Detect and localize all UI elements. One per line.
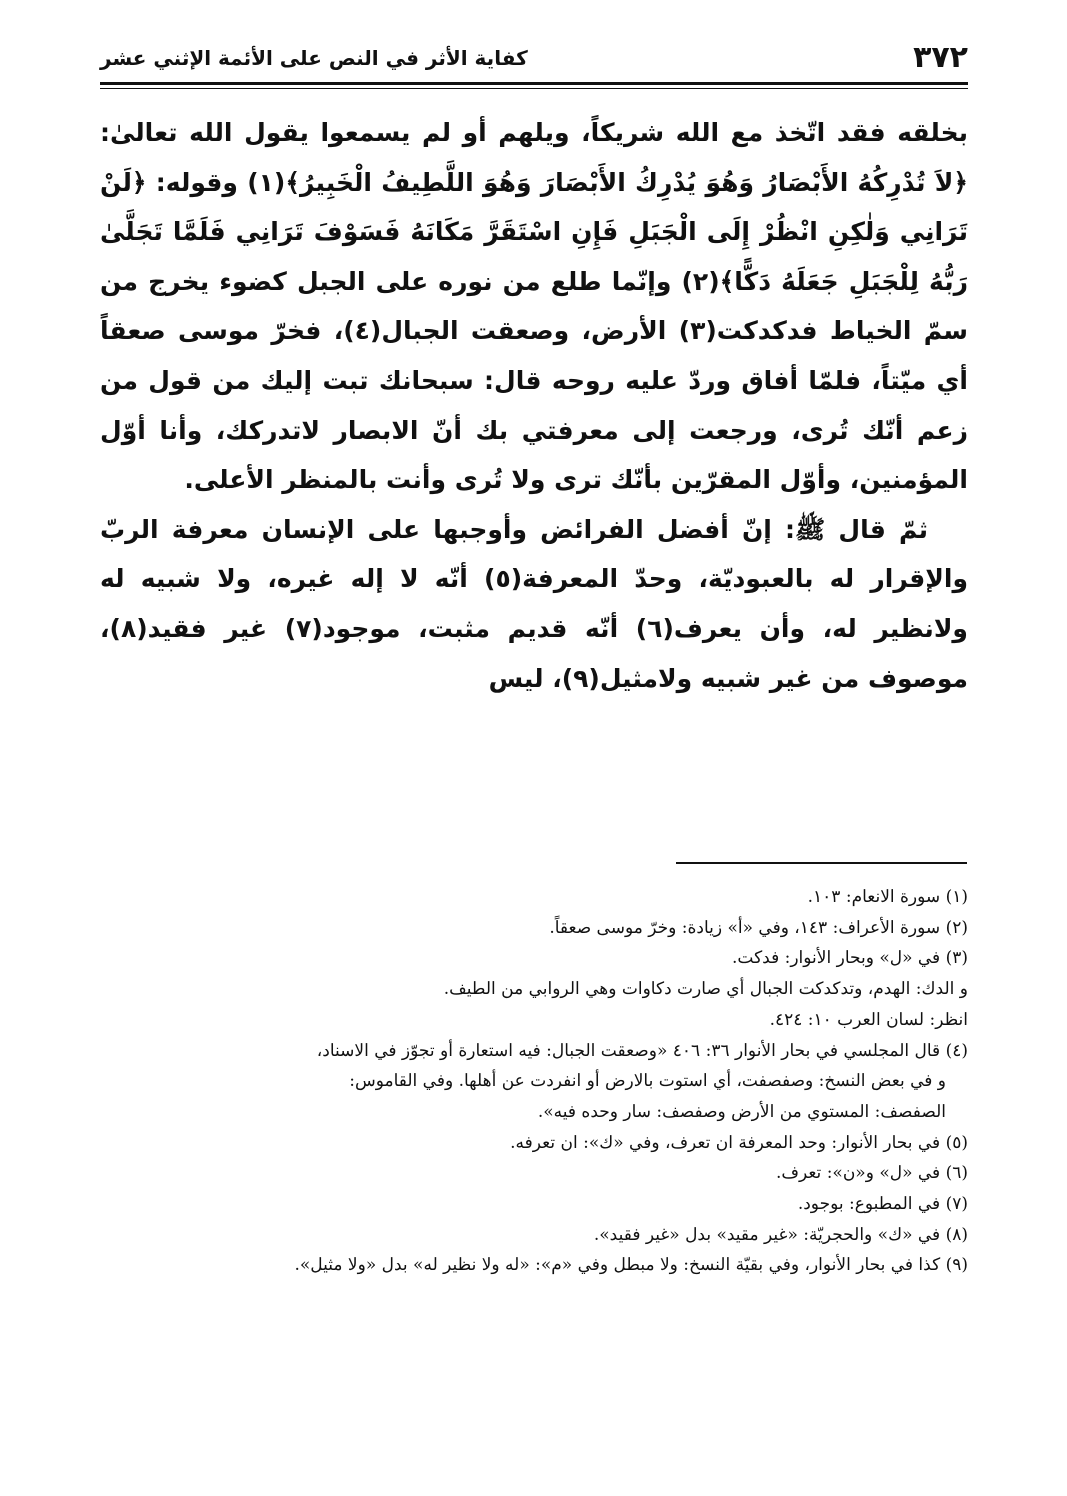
footnote-3-cont-1: و الدك: الهدم، وتدكدكت الجبال أي صارت دكاوات وهي الروابي من الطيف. [443, 979, 968, 1000]
header-rule-thin [100, 88, 968, 89]
footnote-separator [676, 862, 967, 864]
footnote-4-cont-1: و في بعض النسخ: وصفصفت، أي استوت بالارض أو انفردت عن أهلها. وفي القاموس: [349, 1071, 946, 1092]
header-rule-thick [100, 82, 968, 85]
footnote-7: (٧) في المطبوع: بوجود. [797, 1194, 968, 1215]
paragraph-2: ثمّ قال ﷺ: إنّ أفضل الفرائض وأوجبها على الإنسان معرفة الربّ والإقرار له بالعبوديّة، وحدّ المعرفة(٥) أنّه لا إله غيره، ولا شبيه له ولانظير له، وأن يعرف(٦) أنّه قديم مثبت، موجود(٧) غير فقيد(٨)، موصوف من غير شبيه ولامثيل(٩)، ليس [100, 514, 968, 693]
footnote-4-cont-2: الصفصف: المستوي من الأرض وصفصف: سار وحده فيه». [537, 1101, 946, 1122]
footnote-6: (٦) في «ل» و«ن»: تعرف. [775, 1163, 968, 1184]
footnote-1: (١) سورة الانعام: ١٠٣. [807, 887, 968, 907]
footnote-4: (٤) قال المجلسي في بحار الأنوار ٣٦: ٤٠٦ «وصعقت الجبال: فيه استعارة أو تجوّز في الاسناد، [316, 1040, 968, 1061]
running-title: كفاية الأثر في النص على الأئمة الإثني عشر [100, 46, 528, 70]
footnote-3-cont-2: انظر: لسان العرب ١٠: ٤٢٤. [769, 1009, 968, 1030]
footnote-8: (٨) في «ك» والحجريّة: «غير مقيد» بدل «غير فقيد». [593, 1224, 968, 1245]
footnote-9: (٩) كذا في بحار الأنوار، وفي بقيّة النسخ: ولا مبطل وفي «م»: «له ولا نظير له» بدل «ولا مثيل». [294, 1255, 968, 1276]
paragraph-1: بخلقه فقد اتّخذ مع الله شريكاً، ويلهم أو لم يسمعوا يقول الله تعالىٰ: ﴿لاَ تُدْرِكُهُ الأَبْصَارُ وَهُوَ يُدْرِكُ الأَبْصَارَ وَهُوَ اللَّطِيفُ الْخَبِيرُ﴾(١) وقوله: ﴿لَنْ تَرَانِي وَلٰكِنِ انْظُرْ إِلَى الْجَبَلِ فَإِنِ اسْتَقَرَّ مَكَانَهُ فَسَوْفَ تَرَانِي فَلَمَّا تَجَلَّىٰ رَبُّهُ لِلْجَبَلِ جَعَلَهُ دَكًّا﴾(٢) وإنّما طلع من نوره على الجبل كضوء يخرج من سمّ الخياط فدكدكت(٣) الأرض، وصعقت الجبال(٤)، فخرّ موسى صعقاً أي ميّتاً، فلمّا أفاق وردّ عليه روحه قال: سبحانك تبت إليك من قول من زعم أنّك تُرى، ورجعت إلى معرفتي بك أنّ الابصار لاتدركك، وأنا أوّل المؤمنين، وأوّل المقرّين بأنّك ترى ولا تُرى وأنت بالمنظر الأعلى. [100, 118, 968, 495]
footnotes [100, 882, 968, 1281]
page-header [100, 38, 968, 82]
footnote-2: (٢) سورة الأعراف: ١٤٣، وفي «أ» زيادة: وخرّ موسى صعقاً. [549, 917, 968, 938]
footnote-3: (٣) في «ل» وبحار الأنوار: فدكت. [731, 948, 968, 969]
footnote-5: (٥) في بحار الأنوار: وحد المعرفة ان تعرف، وفي «ك»: ان تعرفه. [510, 1132, 968, 1153]
main-text [100, 108, 968, 703]
page-number: ٣٧٢ [913, 40, 968, 75]
